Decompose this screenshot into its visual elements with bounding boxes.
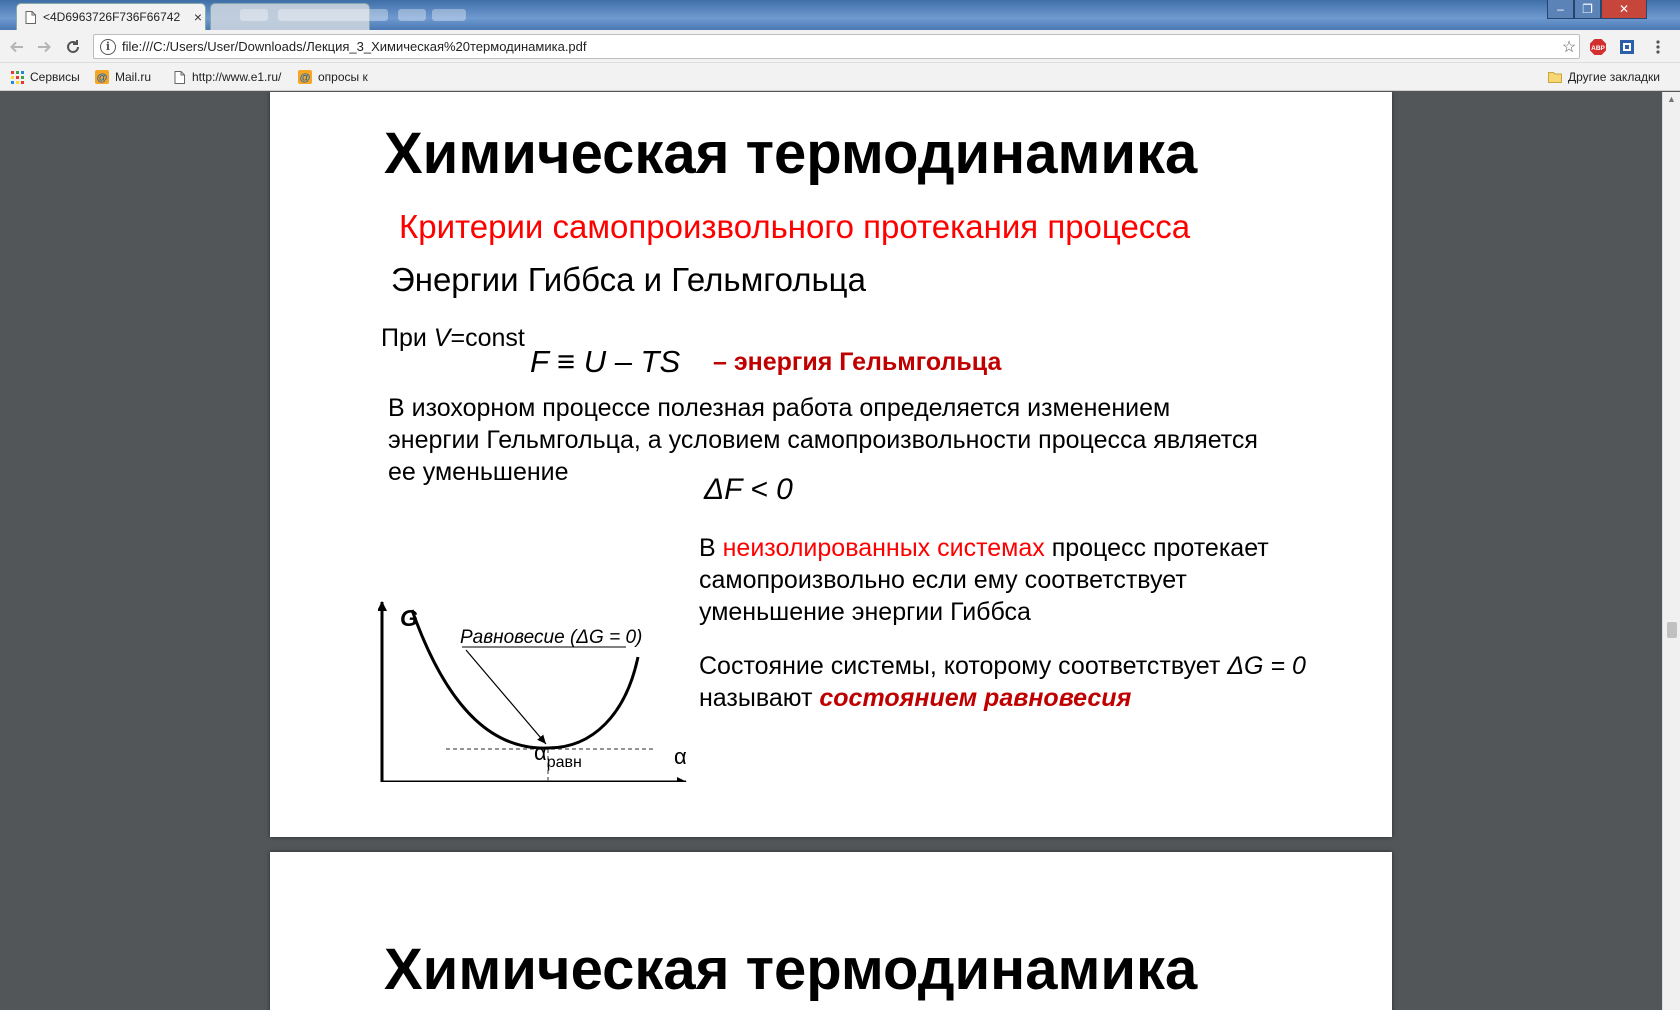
para3-emphasis: состоянием равновесия [819,684,1132,712]
bookmark-star-icon[interactable]: ☆ [1561,38,1577,56]
slide-subheading: Энергии Гиббса и Гельмгольца [391,261,866,298]
info-icon[interactable]: i [100,39,116,55]
condition-suffix: =const [450,324,525,352]
bookmarks-bar [0,63,1680,91]
bookmark-label: Другие закладки [1568,70,1660,84]
adblock-icon-text: ABP [1591,45,1605,52]
vertical-scrollbar[interactable] [1662,92,1680,1010]
para3-formula: ΔG = 0 [1227,652,1306,680]
maximize-button[interactable]: ❐ [1574,0,1601,19]
extension-button[interactable] [1617,37,1637,57]
document-icon [25,10,37,24]
scrollbar-thumb[interactable] [1667,622,1677,638]
x-axis-label-text: α [674,744,687,769]
blurred-title-segment [278,9,388,21]
svg-text:@: @ [96,72,108,84]
chrome-menu-button[interactable] [1648,37,1668,57]
toolbar [0,30,1680,63]
close-window-button[interactable]: ✕ [1601,0,1647,19]
para2-text: процесс протекает самопроизвольно если ему соответствует уменьшение энергии Гиббса [699,534,1269,626]
gibbs-energy-graph [378,492,698,782]
minimize-button[interactable]: – [1547,0,1574,19]
slide-subtitle: Критерии самопроизвольного протекания процесса [399,208,1191,245]
paragraph-equilibrium [699,650,1339,714]
extension-icon [1618,38,1636,56]
equilibrium-annotation: Равновесие (ΔG = 0) [460,627,643,648]
adblock-icon [1589,38,1607,56]
bookmark-label: Сервисы [30,70,80,84]
folder-icon [1548,70,1562,84]
mailru-icon [298,70,312,84]
y-axis-label: G [400,605,418,631]
para2-text: В [699,534,723,562]
pdf-page [270,92,1392,837]
blurred-title-segment [432,9,466,21]
condition-prefix: При [381,324,434,352]
forward-arrow-icon [36,39,52,55]
address-bar[interactable] [93,34,1580,59]
bookmark-e1[interactable] [172,68,281,86]
para3-text: Состояние системы, которому соответствует [699,652,1228,680]
blurred-title-segment [398,9,426,21]
formula-label: – энергия Гельмгольца [713,348,1002,376]
page-title: Химическая термодинамика [384,121,1198,186]
delta-f-condition: ΔF < 0 [704,473,793,506]
bookmark-apps[interactable] [10,68,80,86]
svg-text:@: @ [299,72,311,84]
adblock-extension-button[interactable] [1588,37,1608,57]
bookmark-polls[interactable] [298,68,368,86]
back-arrow-icon [9,39,25,55]
paragraph-isochoric: В изохорном процессе полезная работа определяется изменением энергии Гельмгольца, а условием самопроизвольности процесса является ее уменьшение [388,394,1258,486]
reload-button[interactable] [62,36,84,58]
x-tick-subscript: равн [546,754,582,771]
scroll-up-icon[interactable]: ▲ [1667,94,1676,104]
url-text[interactable]: file:///C:/Users/User/Downloads/Лекция_3_Химическая%20термодинамика.pdf [122,39,587,54]
x-axis-label [674,744,687,769]
bookmark-label: Mail.ru [115,70,152,84]
title-bar [0,0,1680,30]
pdf-viewer[interactable] [0,92,1680,1010]
back-button[interactable] [6,36,28,58]
tab-close-icon[interactable]: × [193,9,203,25]
apps-grid-icon [10,70,24,84]
mailru-icon [95,70,109,84]
condition-variable: V [433,324,451,352]
para2-highlight: неизолированных системах [722,534,1045,562]
tab-title: <4D6963726F736F66742 [43,10,181,24]
blurred-title-segment [240,9,268,21]
pdf-page [270,852,1392,1010]
x-tick-alpha: α [534,740,547,765]
tab-active[interactable] [16,3,206,30]
annotation-arrow [466,650,546,744]
page-icon [172,70,186,84]
condition-text [381,324,525,353]
bookmark-label: опросы к [318,70,368,84]
bookmark-mailru[interactable] [95,68,151,86]
para3-text: называют [699,684,820,712]
forward-button[interactable] [33,36,55,58]
reload-icon [65,39,81,55]
paragraph-nonisolated [699,532,1329,628]
bookmark-label: http://www.e1.ru/ [192,70,282,84]
helmholtz-formula: F ≡ U – TS [530,344,681,379]
bookmark-other[interactable] [1548,68,1660,86]
page-title: Химическая термодинамика [384,937,1198,1002]
menu-dots-icon [1655,39,1661,55]
